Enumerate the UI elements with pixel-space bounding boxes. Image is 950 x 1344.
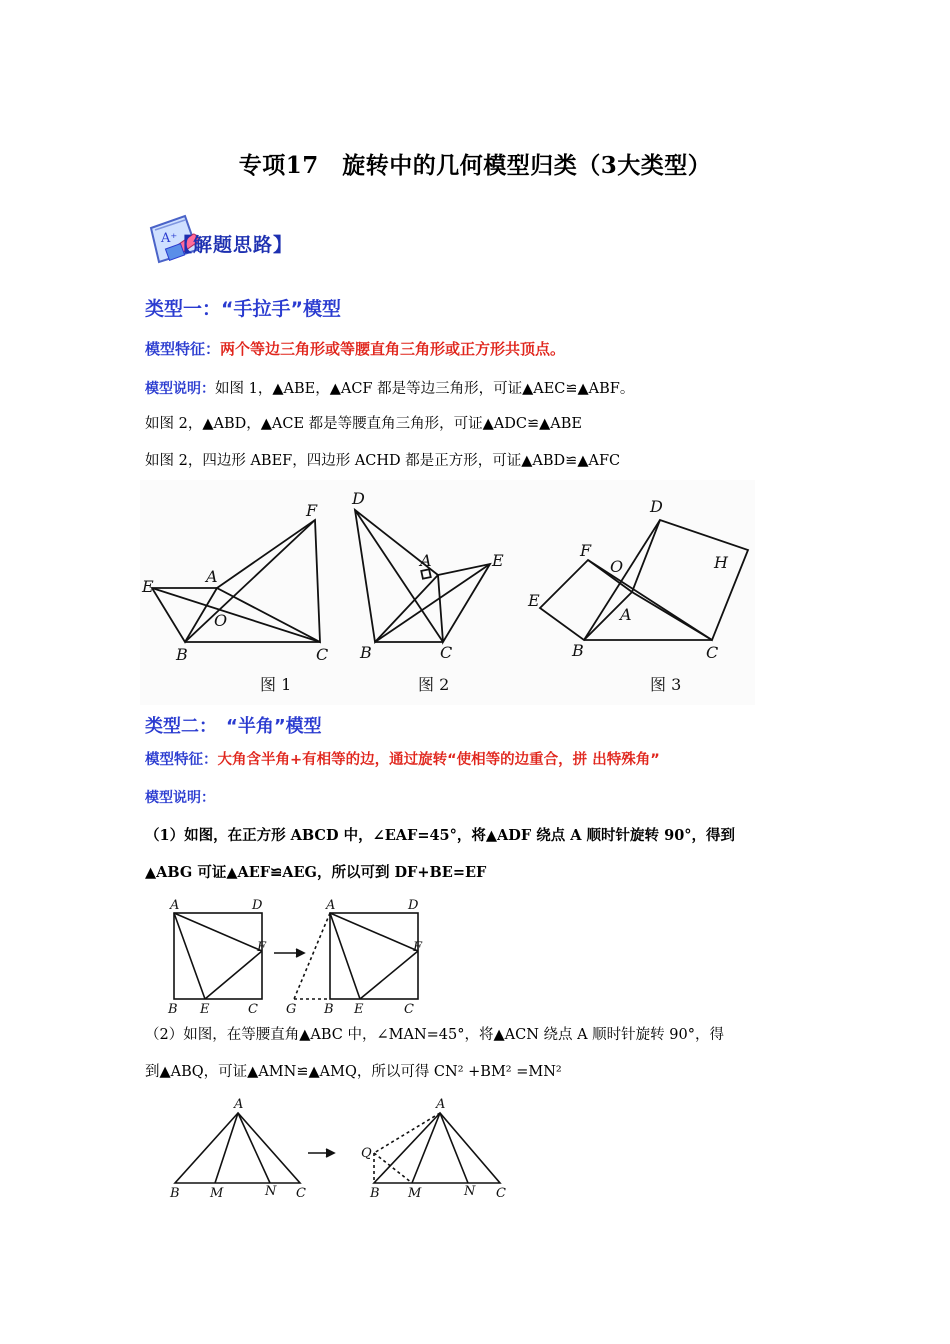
label-A: A: [436, 1097, 446, 1112]
caption-fig1: 图 1: [260, 675, 292, 694]
label-F: F: [580, 541, 592, 560]
label-D: D: [252, 898, 263, 913]
label-B: B: [360, 643, 372, 662]
desc-text: 如图 1，▲ABE，▲ACF 都是等边三角形，可证▲AEC≌▲ABF。: [215, 381, 635, 397]
label-C: C: [496, 1186, 506, 1201]
svg-text:A⁺: A⁺: [161, 231, 178, 246]
type2-feature: [145, 752, 660, 769]
label-D: D: [352, 489, 365, 508]
feature-label: 模型特征：: [145, 340, 221, 358]
type2-item1-line2: ▲ABG 可证▲AEF≌AEG，所以可到 DF+BE=EF: [145, 864, 487, 881]
type1-desc-line3: 如图 2，四边形 ABEF，四边形 ACHD 都是正方形，可证▲ABD≌▲AFC: [145, 453, 621, 469]
type2-desc-label: 模型说明：: [145, 790, 215, 806]
feature-text: 大角含半角+有相等的边，通过旋转“使相等的边重合，拼 出特殊角”: [217, 752, 660, 768]
label-F: F: [306, 501, 318, 520]
label-C: C: [440, 643, 453, 662]
banner-label: 【解题思路】: [173, 234, 294, 256]
label-B: B: [370, 1186, 380, 1201]
label-A: A: [206, 567, 218, 586]
type1-desc-line2: 如图 2，▲ABD，▲ACE 都是等腰直角三角形，可证▲ADC≌▲ABE: [145, 416, 583, 432]
label-F: F: [257, 940, 267, 955]
type1-feature: [145, 340, 565, 358]
label-B: B: [176, 645, 188, 664]
half-angle-triangle-figures: [160, 1095, 520, 1210]
label-G: G: [286, 1002, 297, 1017]
label-O: O: [214, 611, 228, 630]
type1-desc-line1: [145, 381, 634, 398]
label-E: E: [528, 591, 540, 610]
label-Q: Q: [361, 1146, 372, 1161]
label-A: A: [420, 551, 432, 570]
label-E: E: [492, 551, 504, 570]
solution-banner: [145, 210, 345, 270]
desc-label: 模型说明：: [145, 381, 215, 397]
page-title: 专项17 旋转中的几何模型归类（3大类型）: [238, 152, 712, 179]
hand-in-hand-figures: [140, 480, 755, 705]
label-C: C: [316, 645, 329, 664]
label-F: F: [413, 940, 423, 955]
label-C: C: [248, 1002, 258, 1017]
feature-label: 模型特征：: [145, 752, 218, 768]
half-angle-square-figures: [160, 895, 445, 1020]
label-B: B: [168, 1002, 178, 1017]
label-A: A: [326, 898, 336, 913]
label-M: M: [210, 1186, 224, 1201]
label-C: C: [706, 643, 719, 662]
label-B: B: [170, 1186, 180, 1201]
type2-heading: 类型二： “半角”模型: [145, 716, 322, 737]
label-O: O: [610, 557, 624, 576]
caption-fig3: 图 3: [650, 675, 682, 694]
label-D: D: [650, 497, 663, 516]
caption-fig2: 图 2: [418, 675, 450, 694]
label-E: E: [142, 577, 154, 596]
feature-text: 两个等边三角形或等腰直角三角形或正方形共顶点。: [220, 340, 566, 358]
label-E: E: [354, 1002, 364, 1017]
label-A: A: [234, 1097, 244, 1112]
label-A: A: [170, 898, 180, 913]
type2-item2-line1: （2）如图，在等腰直角▲ABC 中，∠MAN=45°，将▲ACN 绕点 A 顺时针旋转 90°，得: [145, 1027, 724, 1043]
label-B: B: [572, 641, 584, 660]
label-A: A: [620, 605, 632, 624]
label-B: B: [324, 1002, 334, 1017]
type2-item1-line1: （1）如图，在正方形 ABCD 中，∠EAF=45°，将▲ADF 绕点 A 顺时针旋转 90°，得到: [145, 827, 736, 844]
label-H: H: [714, 553, 728, 572]
label-N: N: [265, 1184, 277, 1199]
label-E: E: [200, 1002, 210, 1017]
type2-item2-line2: 到▲ABQ，可证▲AMN≌▲AMQ，所以可得 CN² +BM² =MN²: [145, 1064, 562, 1080]
label-N: N: [464, 1184, 476, 1199]
label-C: C: [404, 1002, 414, 1017]
label-C: C: [296, 1186, 306, 1201]
label-M: M: [408, 1186, 422, 1201]
label-D: D: [408, 898, 419, 913]
type1-heading: 类型一：“手拉手”模型: [145, 298, 341, 320]
